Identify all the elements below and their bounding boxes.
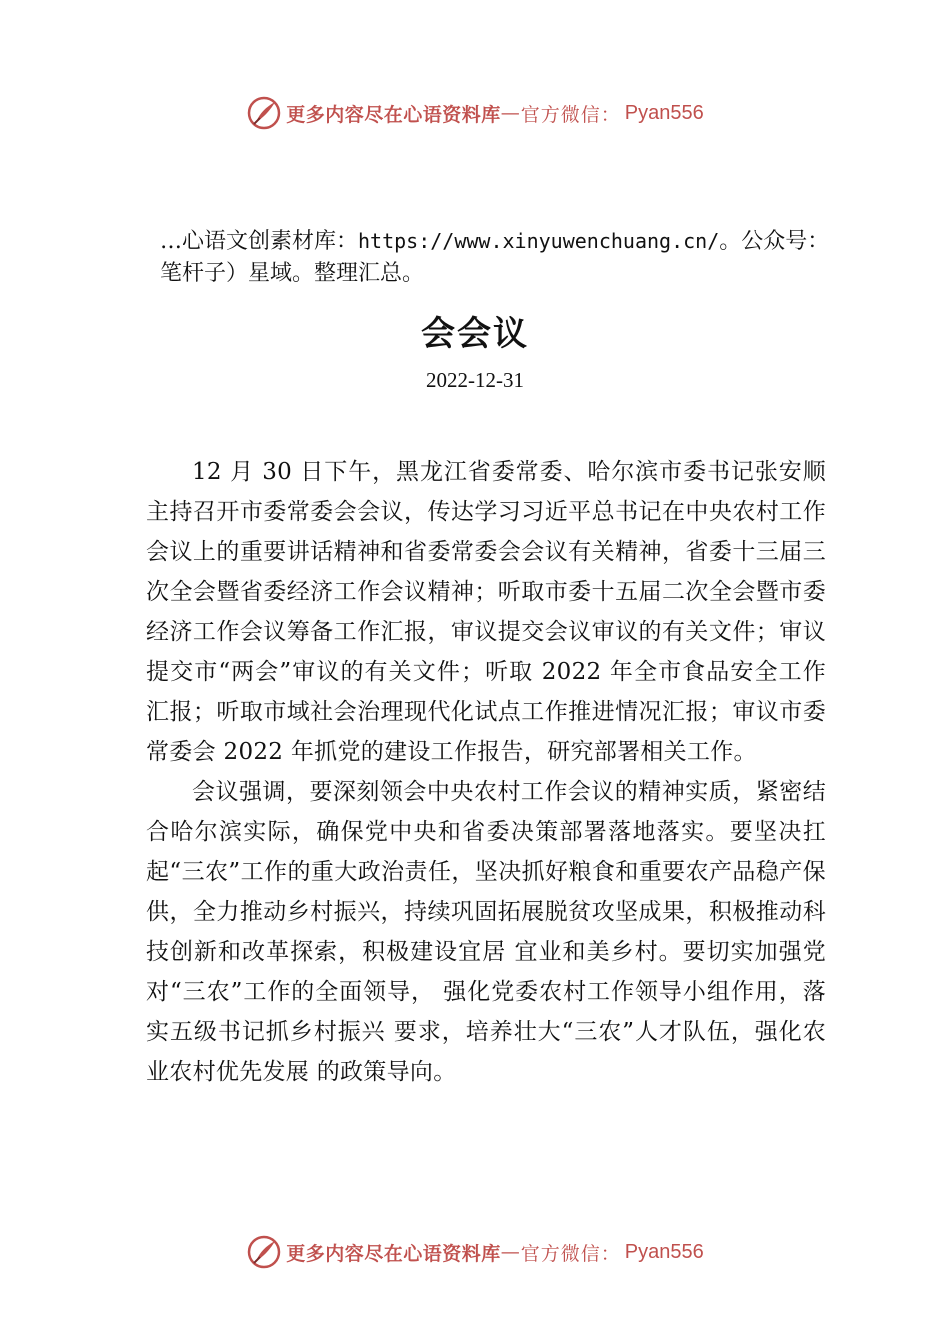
banner-dash: — bbox=[500, 102, 521, 124]
banner-dash: — bbox=[500, 1241, 521, 1263]
quill-logo-icon bbox=[246, 1234, 282, 1270]
document-title: 会会议 bbox=[421, 314, 529, 354]
footer-banner bbox=[0, 1232, 950, 1272]
header-banner bbox=[0, 93, 950, 133]
quill-logo-icon bbox=[246, 95, 282, 131]
banner-wechat-id: Pyan556 bbox=[624, 101, 704, 124]
banner-wechat-id: Pyan556 bbox=[624, 1240, 704, 1263]
banner-text: 更多内容尽在心语资料库 bbox=[286, 1242, 501, 1265]
banner-wechat-label: 官方微信： bbox=[520, 103, 621, 126]
source-note-prefix: …心语文创素材库： bbox=[160, 229, 359, 254]
paragraph: 12 月 30 日下午，黑龙江省委常委、哈尔滨市委书记张安顺主持召开市委常委会会议，传达学习习近平总书记在中央农村工作会议上的重要讲话精神和省委常委会会议有关精神，省委十三届三次全会暨省委经济工作会议精神；听取市委十五届二次全会暨市委经济工作会议筹备工作汇报，审议提交会议审议的有关文件；审议提交市“两会”审议的有关文件；听取 2022 年全市食品安全工作汇报；听取市域社会治理现代化试点工作推进情况汇报；审议市委常委会 2022 年抓党的建设工作报告，研究部署相关工作。 bbox=[146, 459, 826, 765]
paragraph: 会议强调，要深刻领会中央农村工作会议的精神实质，紧密结合哈尔滨实际，确保党中央和省委决策部署落地落实。要坚决扛起“三农”工作的重大政治责任，坚决抓好粮食和重要农产品稳产保供，全力推动乡村振兴，持续巩固拓展脱贫攻坚成果，积极推动科技创新和改革探索，积极建设宜居 宜业和美乡村。要切实加强党对“三农”工作的全面领导， 强化党委农村工作领导小组作用，落实五级书记抓乡村振兴 要求，培养壮大“三农”人才队伍，强化农业农村优先发展 的政策导向。 bbox=[146, 779, 826, 1085]
source-note-url: https://www.xinyuwenchuang.cn/ bbox=[358, 229, 720, 253]
banner-text: 更多内容尽在心语资料库 bbox=[286, 103, 501, 126]
document-body bbox=[146, 452, 826, 1092]
source-note bbox=[160, 225, 840, 290]
banner-wechat-label: 官方微信： bbox=[520, 1242, 621, 1265]
document-date: 2022-12-31 bbox=[426, 368, 524, 392]
source-note-suffix: 。公众号：笔杆子）星域。整理汇总。 bbox=[160, 229, 830, 286]
